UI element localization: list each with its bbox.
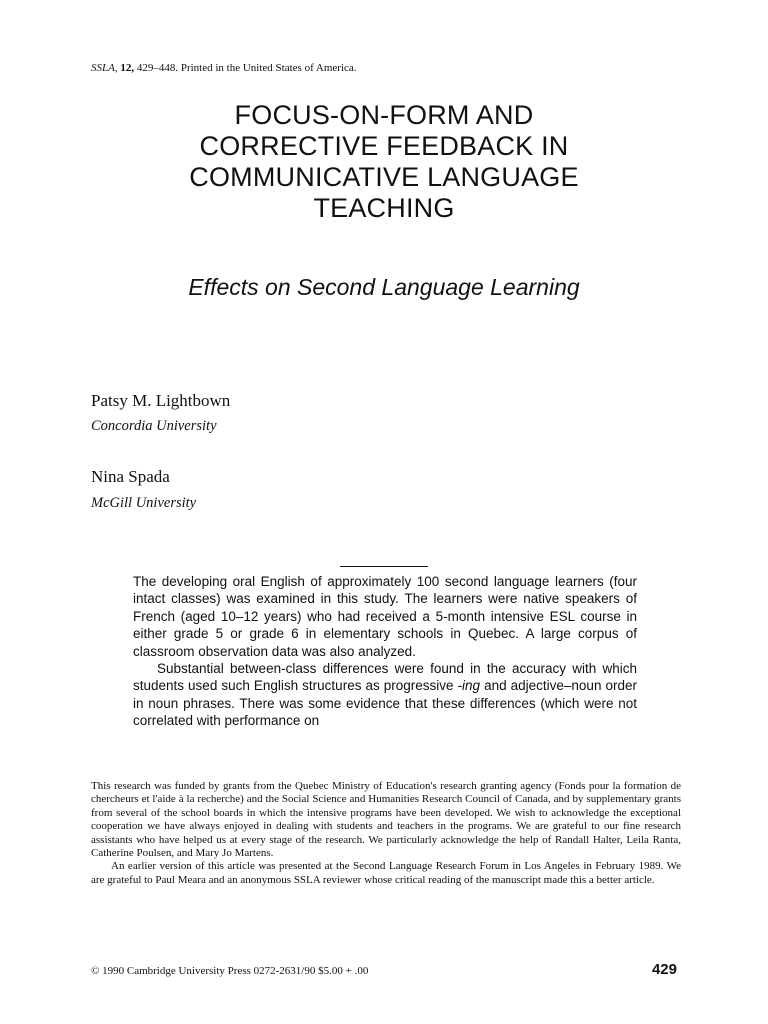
author-name-1: Patsy M. Lightbown [91,391,231,410]
copyright-line: © 1990 Cambridge University Press 0272-2631/90 $5.00 + .00 [91,965,369,977]
title-line: TEACHING [313,193,455,223]
author-affiliation-2: McGill University [91,495,197,511]
article-subtitle: Effects on Second Language Learning [188,274,580,300]
abstract-paragraph-1: The developing oral English of approximately 100 second language learners (four intact classes) was examined in this study. The learners were native speakers of French (aged 10–12 years) who had received a 5-month intensive ESL course in either grade 5 or grade 6 in elementary schools in Quebec. A large corpus of classroom observation data was also analyzed. [133,574,637,659]
abstract-paragraph-2 [133,660,637,730]
page-number: 429 [651,961,677,978]
footnote-paragraph-1: This research was funded by grants from the Quebec Ministry of Education's research granting agency (Fonds pour la formation de chercheurs et l'aide à la recherche) and the Social Science and Humanities Research Council of Canada, and by supplementary grants from several of the school boards in which the intensive programs have been developed. We wish to acknowledge the exceptional cooperation we have always enjoyed in dealing with students and teachers in the programs. We are grateful to our fine research assistants who have helped us at every stage of the research. We particularly acknowledge the help of Randall Halter, Leila Ranta, Catherine Poulsen, and Mary Jo Martens. [91,780,681,860]
volume-number: 12, [120,62,135,74]
section-rule [340,566,428,567]
title-line: CORRECTIVE FEEDBACK IN [199,131,569,161]
abstract [133,573,637,730]
title-line: FOCUS-ON-FORM AND [234,100,534,130]
page-range-printed: 429–448. Printed in the United States of America. [136,62,357,74]
running-head [91,62,357,74]
journal-abbrev: SSLA, [91,62,118,74]
abstract-text: and adjective–noun order in noun phrases. There was some evidence that these differences (which were not correlated with performance on [133,678,637,729]
article-title [100,100,668,224]
abstract-text: Substantial between-class differences were found in the accuracy with which students used such English structures as progressive [133,661,637,694]
author-affiliation-1: Concordia University [91,418,217,434]
abstract-italic-term: -ing [457,678,481,694]
title-line: COMMUNICATIVE LANGUAGE [189,162,579,192]
acknowledgment-footnote [91,780,681,887]
footnote-paragraph-2: An earlier version of this article was presented at the Second Language Research Forum in Los Angeles in February 1989. We are grateful to Paul Meara and an anonymous SSLA reviewer whose critical reading of the manuscript made this a better article. [91,860,681,886]
author-name-2: Nina Spada [91,467,170,486]
